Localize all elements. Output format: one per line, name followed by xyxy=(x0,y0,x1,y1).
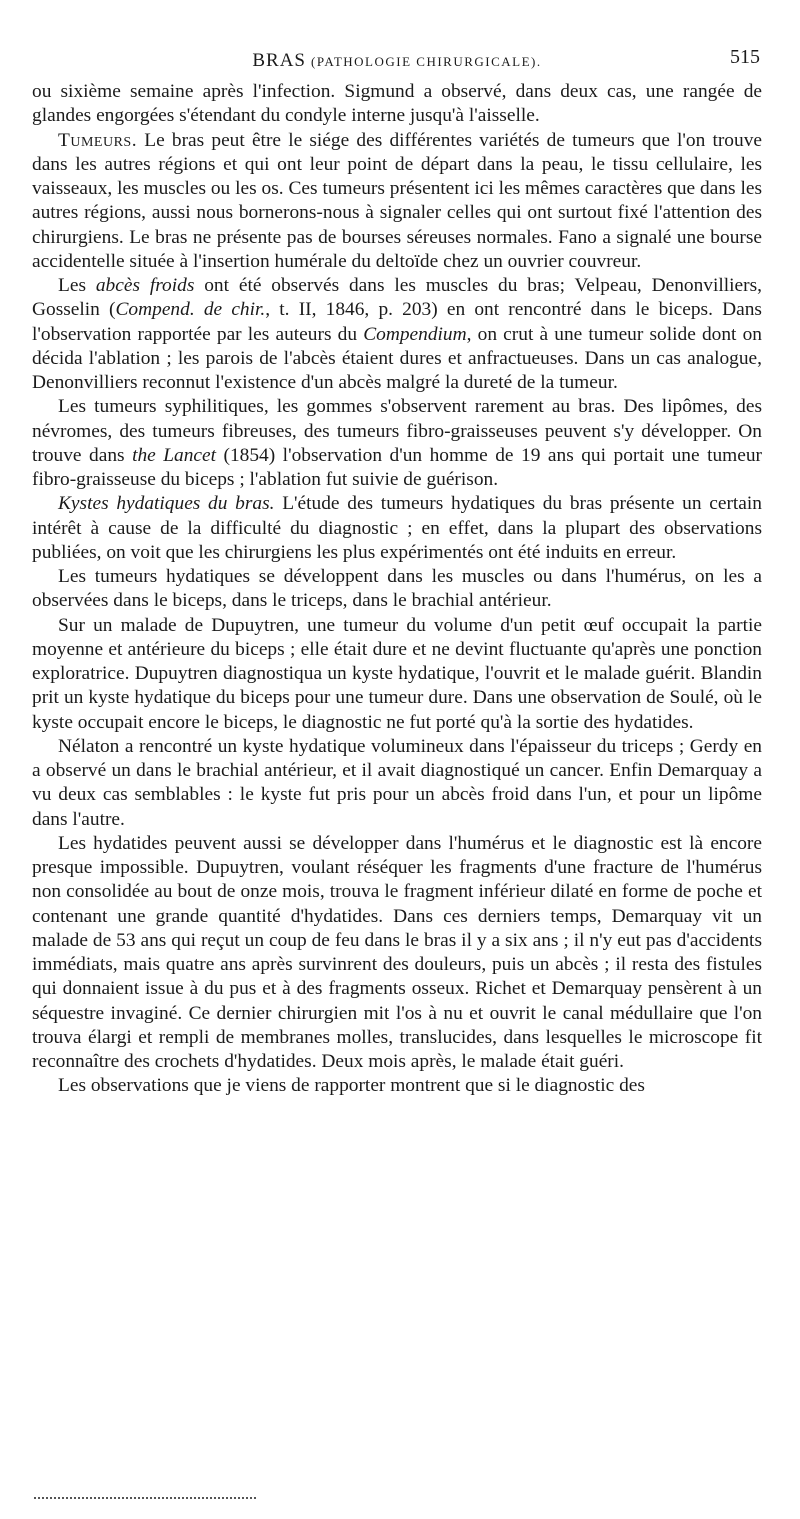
body-text xyxy=(32,80,762,1099)
paragraph-continuation xyxy=(32,80,762,129)
paragraph-text: Sur un malade de Dupuytren, une tumeur du volume d'un petit œuf occupait la partie moyenne et antérieure du biceps ; elle était dure et ne devint fluctuante qu'après une ponction exploratrice. Dupuytren diagnostiqua un kyste hydatique, l'ouvrit et le malade guérit. Blandin prit un kyste hydatique du biceps pour une tumeur dure. Dans une observation de Soulé, où le kyste occupait encore le biceps, le diagnostic ne fut porté qu'à la sortie des hydatides. xyxy=(32,614,762,733)
text-run: (1854) l'observation d'un homme de 19 ans qui portait une tumeur fibro-graisseuse du biceps ; l'ablation fut suivie de guérison. xyxy=(32,444,763,490)
paragraph-text: Nélaton a rencontré un kyste hydatique volumineux dans l'épaisseur du triceps ; Gerdy en a observé un dans le brachial antérieur, et il avait diagnostiqué un cancer. Enfin Demarquay a vu deux cas semblables : le kyste fut pris pour un abcès froid dans l'un, et pour un lipôme dans l'autre. xyxy=(32,735,762,830)
paragraph-text: Les hydatides peuvent aussi se développer dans l'humérus et le diagnostic est là encore presque impossible. Dupuytren, voulant réséquer les fragments d'une fracture de l'humérus non consolidée au bout de onze mois, trouva le fragment inférieur dilaté en forme de poche et contenant une grande quantité d'hydatides. Dans ces derniers temps, Demarquay vit un malade de 53 ans qui reçut un coup de feu dans le bras il y a six ans ; il n'y eut pas d'accidents immédiats, mais quatre ans après survinrent des douleurs, puis un abcès ; il resta des fistules qui donnaient issue à du pus et à des fragments osseux. Richet et Demarquay pensèrent à un séquestre invaginé. Ce dernier chirurgien mit l'os à nu et ouvrit le canal médullaire que l'on trouva élargi et rempli de membranes molles, translucides, dans lesquelles le microscope fit reconnaître des crochets d'hydatides. Deux mois après, le malade était guéri. xyxy=(32,832,762,1072)
italic-citation: Compend. de chir. xyxy=(115,299,266,321)
text-run: , t. II, 1846, p. 203) en ont rencontré dans le biceps. Dans l'observation rapportée par les auteurs du xyxy=(32,299,762,345)
italic-citation: the Lancet xyxy=(132,444,217,466)
italic-term: abcès froids xyxy=(95,275,195,296)
text-run: , on crut à une tumeur solide dont on décida l'ablation ; les parois de l'abcès étaient dures et anfractueuses. Dans un cas analogue, Denonvilliers reconnut l'existence d'un abcès malgré la dureté de la tumeur. xyxy=(32,323,762,393)
italic-citation: Compendium xyxy=(363,323,467,345)
paragraph-syphilitiques xyxy=(32,395,762,492)
paragraph-nelaton xyxy=(32,735,762,832)
section-lead-kystes: Kystes hydatiques du bras. xyxy=(58,493,275,515)
paragraph-text: ou sixième semaine après l'infection. Sigmund a observé, dans deux cas, une rangée de glandes engorgées s'étendant du condyle interne jusqu'à l'aisselle. xyxy=(32,81,762,127)
paragraph-text: Les observations que je viens de rapporter montrent que si le diagnostic des xyxy=(58,1075,645,1097)
paragraph-text: Les tumeurs hydatiques se développent dans les muscles ou dans l'humérus, on les a observées dans le biceps, dans le triceps, dans le brachial antérieur. xyxy=(32,566,762,612)
text-run: Les xyxy=(58,275,96,296)
running-title xyxy=(32,50,762,72)
running-title-main: BRAS xyxy=(252,50,306,71)
text-run: ont été observés dans les muscles du bras; Velpeau, Denonvilliers, Gosselin ( xyxy=(32,275,762,321)
text-run: Les tumeurs syphilitiques, les gommes s'observent rarement au bras. Des lipômes, des névromes, des tumeurs fibreuses, des tumeurs fibro-graisseuses peuvent s'y développer. On trouve dans xyxy=(32,396,762,466)
paragraph-text: L'étude des tumeurs hydatiques du bras présente un certain intérêt à cause de la difficulté du diagnostic ; en effet, dans la plupart des observations publiées, on voit que les chirurgiens les plus expérimentés ont été induits en erreur. xyxy=(32,493,762,563)
running-header xyxy=(32,40,762,80)
page-number: 515 xyxy=(730,46,760,68)
running-title-sub: (PATHOLOGIE CHIRURGICALE). xyxy=(311,54,542,69)
paragraph-muscles xyxy=(32,565,762,614)
paragraph-dupuytren xyxy=(32,614,762,735)
paragraph-tumeurs xyxy=(32,129,762,275)
paragraph-text: Le bras peut être le siége des différentes variétés de tumeurs que l'on trouve dans les autres régions et qui ont leur point de départ dans la peau, le tissu cellulaire, les vaisseaux, les muscles ou les os. Ces tumeurs présentent ici les mêmes caractères que dans les autres régions, aussi nous bornerons-nous à signaler celles qui ont surtout fixé l'attention des chirurgiens. Le bras ne présente pas de bourses séreuses normales. Fano a signalé une bourse accidentelle située à l'insertion humérale du deltoïde chez un ouvrier couvreur. xyxy=(32,129,762,272)
paragraph-humerus xyxy=(32,832,762,1075)
paragraph-abces-froids xyxy=(32,274,762,395)
paragraph-kystes-hydatiques xyxy=(32,492,762,565)
section-lead-tumeurs: Tumeurs. xyxy=(58,129,138,151)
footer-rule xyxy=(34,1497,256,1499)
paragraph-conclusion xyxy=(32,1074,762,1098)
